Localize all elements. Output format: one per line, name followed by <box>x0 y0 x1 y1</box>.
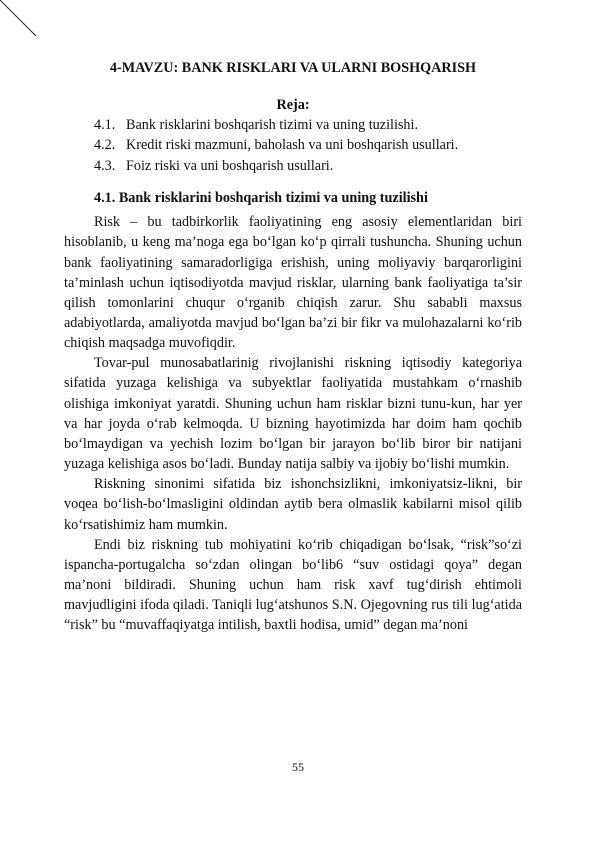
body-paragraph: Riskning sinonimi sifatida biz ishonchsizlikni, imkoniyatsiz-likni, bir voqea bo‘lish-bo‘lmasligini oldindan aytib bera olmaslik kabilarni misol qilib ko‘rsatishimiz ham mumkin. <box>64 476 522 533</box>
section-heading: 4.1. Bank risklarini boshqarish tizimi va uning tuzilishi <box>94 190 428 207</box>
plan-item-text: Kredit riski mazmuni, baholash va uni boshqarish usullari. <box>126 137 459 154</box>
plan-list <box>64 115 522 176</box>
plan-item <box>64 156 522 176</box>
corner-fold-line <box>0 0 40 40</box>
plan-item-text: Foiz riski va uni boshqarish usullari. <box>126 157 334 174</box>
document-page <box>64 58 522 636</box>
plan-item-number: 4.3. <box>94 157 116 174</box>
plan-item-text: Bank risklarini boshqarish tizimi va uning tuzilishi. <box>126 117 418 133</box>
page-number: 55 <box>292 760 304 774</box>
document-title: 4-MAVZU: BANK RISKLARI VA ULARNI BOSHQARISH <box>109 60 477 76</box>
plan-item-number: 4.1. <box>94 117 116 133</box>
body-paragraph: Risk – bu tadbirkorlik faoliyatining eng asosiy elementlaridan biri hisoblanib, u keng ma’noga ega bo‘lgan ko‘p qirrali tushuncha. Shuning uchun bank faoliyatining samaradorligiga erishish, uning moliyaviy barqarorligini ta’minlash uchun iqtisodiyotda mavjud risklar, ularning bank faoliyatiga ta’sir qilish tomonlarini chuqur o‘rganib chiqish zarur. Shu sababli maxsus adabiyotlarda, amaliyotda mavjud bo‘lgan ba’zi bir fikr va mulohazalarni ko‘rib chiqish maqsadga muvofiqdir. <box>64 214 522 352</box>
plan-item <box>64 115 522 135</box>
plan-item <box>64 135 522 155</box>
plan-item-number: 4.2. <box>94 137 116 154</box>
plan-heading: Reja: <box>276 97 310 113</box>
body-paragraph: Tovar-pul munosabatlarinig rivojlanishi riskning iqtisodiy kategoriya sifatida yuzaga kelishiga va subyektlar faoliyatida mustahkam o‘rnashib olishiga imkoniyat yaratdi. Shuning uchun ham risklar bizni tunu-kun, har yer va har joyda o‘rab kelmoqda. U bizning hayotimizda har doim ham qochib bo‘lmaydigan va yechish lozim bo‘lgan bir jarayon bo‘lib biror bir natijani yuzaga kelishiga asos bo‘ladi. Bunday natija salbiy va ijobiy bo‘lishi mumkin. <box>64 355 522 473</box>
body-paragraph: Endi biz riskning tub mohiyatini ko‘rib chiqadigan bo‘lsak, “risk”so‘zi ispancha-portugalcha so‘zdan olingan bo‘lib6 “suv ostidagi qoya” degan ma’noni bildiradi. Shuning uchun ham risk xavf tug‘dirish ehtimoli mavjudligini ifoda qiladi. Taniqli lug‘atshunos S.N. Ojegovning rus tili lug‘atida “risk” bu “muvaffaqiyatga intilish, baxtli hodisa, umid” degan ma’noni <box>64 536 522 634</box>
